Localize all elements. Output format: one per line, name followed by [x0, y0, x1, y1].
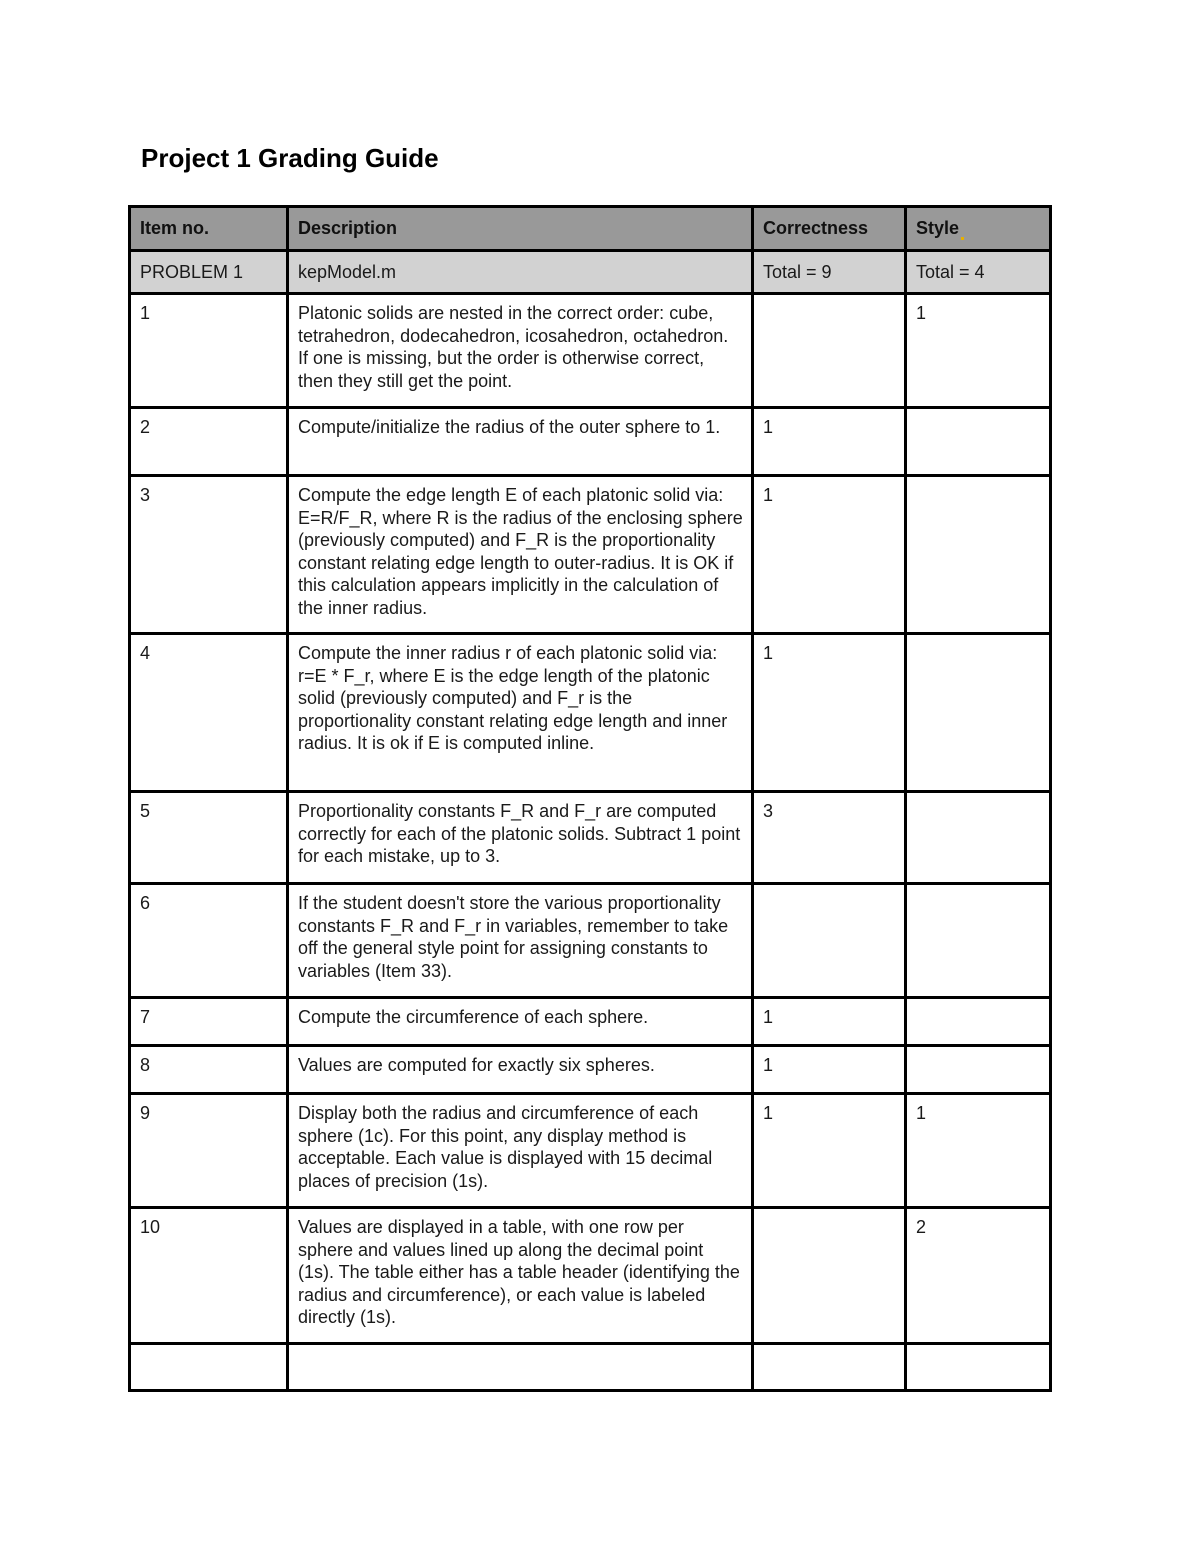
header-correctness: Correctness [753, 207, 906, 251]
style-cell [906, 998, 1051, 1046]
item-no-cell: 4 [130, 634, 288, 792]
item-no-cell: 3 [130, 476, 288, 634]
style-cell [906, 1046, 1051, 1094]
item-no-cell: 5 [130, 792, 288, 884]
page-title: Project 1 Grading Guide [141, 143, 439, 173]
description-cell: Values are displayed in a table, with one row per sphere and values lined up along the decimal point (1s). The table either has a table header (identifying the radius and circumference), or each value is labeled directly (1s). [288, 1208, 753, 1344]
problem-file: kepModel.m [288, 251, 753, 294]
table-row [130, 884, 1051, 998]
item-no-cell: 9 [130, 1094, 288, 1208]
item-no-cell: 10 [130, 1208, 288, 1344]
description-cell: Platonic solids are nested in the correct order: cube, tetrahedron, dodecahedron, icosahedron, octahedron. If one is missing, but the order is otherwise correct, then they still get the point. [288, 294, 753, 408]
empty-cell [753, 1344, 906, 1391]
problem-correctness-total: Total = 9 [753, 251, 906, 294]
item-no-cell: 2 [130, 408, 288, 476]
correctness-cell: 1 [753, 1094, 906, 1208]
table-row [130, 1094, 1051, 1208]
problem-row [130, 251, 1051, 294]
description-cell: Compute the circumference of each sphere. [288, 998, 753, 1046]
description-cell: Compute/initialize the radius of the outer sphere to 1. [288, 408, 753, 476]
style-cell [906, 476, 1051, 634]
correctness-cell [753, 294, 906, 408]
description-cell: Proportionality constants F_R and F_r are computed correctly for each of the platonic solids. Subtract 1 point for each mistake, up to 3. [288, 792, 753, 884]
correctness-cell: 1 [753, 998, 906, 1046]
item-no-cell: 6 [130, 884, 288, 998]
empty-cell [906, 1344, 1051, 1391]
correctness-cell [753, 884, 906, 998]
grading-table [128, 205, 1052, 1392]
correctness-cell: 1 [753, 634, 906, 792]
description-cell: Compute the edge length E of each platonic solid via: E=R/F_R, where R is the radius of the enclosing sphere (previously computed) and F_R is the proportionality constant relating edge length to outer-radius. It is OK if this calculation appears implicitly in the calculation of the inner radius. [288, 476, 753, 634]
header-description: Description [288, 207, 753, 251]
table-row [130, 408, 1051, 476]
table-row [130, 294, 1051, 408]
comment-marker [961, 237, 964, 240]
empty-cell [130, 1344, 288, 1391]
table-row [130, 476, 1051, 634]
item-no-cell: 8 [130, 1046, 288, 1094]
header-style [906, 207, 1051, 251]
style-cell: 1 [906, 294, 1051, 408]
table-row [130, 1046, 1051, 1094]
correctness-cell: 1 [753, 476, 906, 634]
description-cell: If the student doesn't store the various proportionality constants F_R and F_r in variables, remember to take off the general style point for assigning constants to variables (Item 33). [288, 884, 753, 998]
description-cell: Compute the inner radius r of each platonic solid via: r=E * F_r, where E is the edge length of the platonic solid (previously computed) and F_r is the proportionality constant relating edge length and inner radius. It is ok if E is computed inline. [288, 634, 753, 792]
style-cell [906, 634, 1051, 792]
description-cell: Display both the radius and circumference of each sphere (1c). For this point, any display method is acceptable. Each value is displayed with 15 decimal places of precision (1s). [288, 1094, 753, 1208]
correctness-cell: 3 [753, 792, 906, 884]
header-item-no: Item no. [130, 207, 288, 251]
item-no-cell: 1 [130, 294, 288, 408]
style-cell [906, 792, 1051, 884]
description-cell: Values are computed for exactly six spheres. [288, 1046, 753, 1094]
correctness-cell [753, 1208, 906, 1344]
empty-table-row [130, 1344, 1051, 1391]
problem-item: PROBLEM 1 [130, 251, 288, 294]
table-row [130, 998, 1051, 1046]
problem-style-total: Total = 4 [906, 251, 1051, 294]
empty-cell [288, 1344, 753, 1391]
header-style-label: Style [916, 218, 960, 238]
style-cell [906, 884, 1051, 998]
style-cell [906, 408, 1051, 476]
style-cell: 2 [906, 1208, 1051, 1344]
table-row [130, 792, 1051, 884]
table-row [130, 1208, 1051, 1344]
correctness-cell: 1 [753, 408, 906, 476]
item-no-cell: 7 [130, 998, 288, 1046]
table-header-row [130, 207, 1051, 251]
correctness-cell: 1 [753, 1046, 906, 1094]
style-cell: 1 [906, 1094, 1051, 1208]
table-row [130, 634, 1051, 792]
